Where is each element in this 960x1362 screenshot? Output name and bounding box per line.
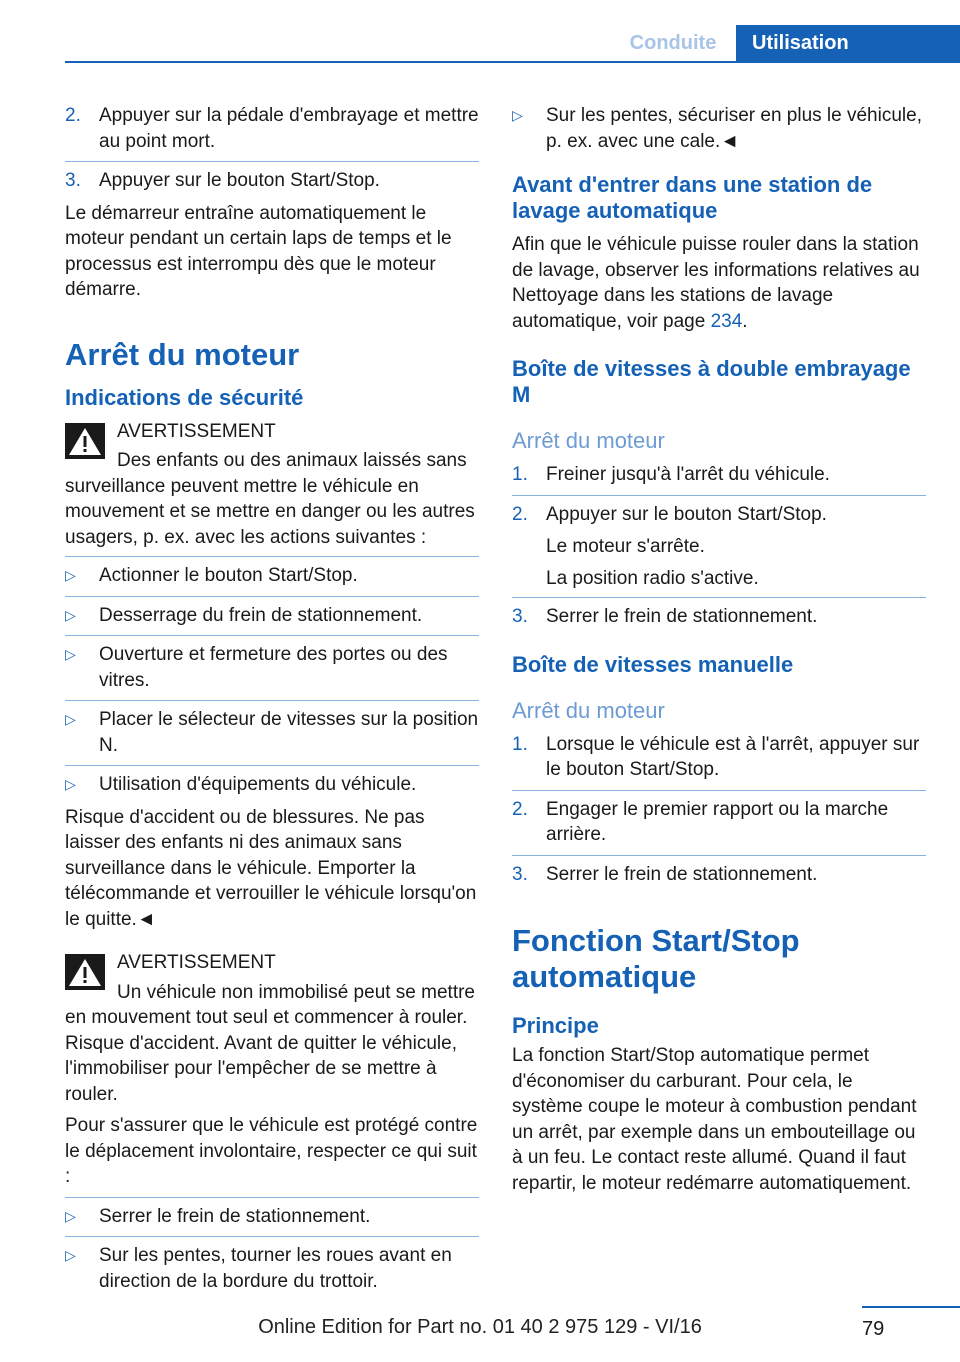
divider xyxy=(512,790,926,791)
tab-utilisation[interactable]: Utilisation xyxy=(736,25,960,62)
divider xyxy=(65,700,479,701)
step-item xyxy=(512,604,926,630)
list-item-text: Serrer le frein de stationnement. xyxy=(99,1205,371,1227)
warning-triangle-icon xyxy=(65,423,105,459)
list-item-text: Sur les pentes, sécuriser en plus le véhicule, p. ex. avec une cale.◄ xyxy=(546,105,922,152)
subsubsection-title: Arrêt du moteur xyxy=(512,428,665,453)
step-continuation: Le moteur s'arrête. xyxy=(546,536,705,557)
step-number: 1. xyxy=(512,464,528,485)
divider xyxy=(65,596,479,597)
warning-block xyxy=(65,950,479,1107)
list-item xyxy=(65,772,479,798)
warning-block xyxy=(65,419,479,551)
subsection-title: Boîte de vitesses à double embrayage M xyxy=(512,356,911,407)
step-text: Engager le premier rapport ou la marche arrière. xyxy=(546,798,889,845)
step-number: 2. xyxy=(512,798,528,820)
step-text: Appuyer sur le bouton Start/Stop. xyxy=(99,170,380,191)
step-item xyxy=(65,168,479,194)
right-column xyxy=(512,103,926,1203)
page-number: 79 xyxy=(862,1318,885,1340)
list-item-text: Placer le sélecteur de vitesses sur la position N. xyxy=(99,709,479,756)
step-text: Serrer le frein de stationnement. xyxy=(546,863,818,885)
subsection-title: Boîte de vitesses manuelle xyxy=(512,651,794,677)
paragraph-end: . xyxy=(742,310,748,332)
divider xyxy=(512,597,926,598)
step-item xyxy=(512,462,926,488)
divider xyxy=(65,765,479,766)
warning-title: AVERTISSEMENT xyxy=(117,952,276,973)
paragraph xyxy=(512,232,926,334)
step-text: Freiner jusqu'à l'arrêt du véhicule. xyxy=(546,464,830,485)
list-item-text: Utilisation d'équipements du véhicule. xyxy=(99,774,417,795)
triangle-right-icon: ▷ xyxy=(65,1207,76,1224)
list-item-text: Ouverture et fermeture des portes ou des vitres. xyxy=(99,644,448,691)
page-number-rule xyxy=(862,1306,960,1308)
bullet-list xyxy=(65,1197,479,1295)
step-item xyxy=(512,502,926,528)
paragraph: Pour s'assurer que le véhicule est protégé contre le déplacement involontaire, respecter ce qui suit : xyxy=(65,1115,478,1187)
triangle-right-icon: ▷ xyxy=(65,646,76,662)
warning-title: AVERTISSEMENT xyxy=(117,420,276,442)
step-number: 3. xyxy=(512,863,528,885)
list-item xyxy=(65,642,479,693)
step-item xyxy=(512,797,926,848)
divider xyxy=(65,556,479,557)
paragraph: La fonction Start/Stop automatique permet d'économiser du carburant. Pour cela, le système coupe le moteur à combustion pendant un arrêt, par exemple dans un embouteillage ou à un feu. Le contact reste allumé. Quand il faut repartir, le moteur redémarre automatiquement. xyxy=(512,1045,917,1194)
list-item-text: Desserrage du frein de stationnement. xyxy=(99,604,423,626)
list-item xyxy=(65,1204,479,1230)
page-link[interactable]: 234 xyxy=(710,310,743,332)
step-number: 3. xyxy=(65,170,81,191)
list-item xyxy=(512,103,926,154)
divider xyxy=(65,635,479,636)
step-number: 2. xyxy=(512,503,528,525)
step-item xyxy=(65,103,479,154)
divider xyxy=(512,495,926,496)
list-item-text: Actionner le bouton Start/Stop. xyxy=(99,565,358,586)
tab-conduite[interactable]: Conduite xyxy=(610,25,736,62)
step-item xyxy=(512,732,926,783)
triangle-right-icon: ▷ xyxy=(65,1247,76,1263)
triangle-right-icon: ▷ xyxy=(65,606,76,623)
divider xyxy=(65,1236,479,1237)
paragraph: Le démarreur entraîne automatiquement le moteur pendant un certain laps de temps et le processus est interrompu dès que le moteur démarre. xyxy=(65,202,452,300)
step-continuation: La position radio s'active. xyxy=(546,567,759,589)
divider xyxy=(65,161,479,162)
step-number: 1. xyxy=(512,733,528,755)
step-text: Appuyer sur le bouton Start/Stop. xyxy=(546,503,827,525)
warning-triangle-icon xyxy=(65,954,105,990)
section-title: Arrêt du moteur xyxy=(65,336,300,372)
section-title: Fonction Start/Stop automatique xyxy=(512,923,800,994)
divider xyxy=(512,855,926,856)
list-item xyxy=(65,603,479,629)
footer-edition: Online Edition for Part no. 01 40 2 975 129 - VI/16 xyxy=(258,1316,702,1338)
list-item xyxy=(65,1243,479,1294)
step-number: 3. xyxy=(512,606,528,627)
step-number: 2. xyxy=(65,105,81,126)
warning-text: Des enfants ou des animaux laissés sans surveillance peuvent mettre le véhicule en mouvement et se mettre en danger ou les autres usagers, p. ex. avec les actions suivantes : xyxy=(65,450,475,548)
subsubsection-title: Arrêt du moteur xyxy=(512,697,665,723)
step-text: Serrer le frein de stationnement. xyxy=(546,606,818,627)
header-rule xyxy=(65,61,960,63)
triangle-right-icon: ▷ xyxy=(65,776,76,792)
divider xyxy=(65,1197,479,1198)
bullet-list xyxy=(65,556,479,798)
warning-text: Un véhicule non immobilisé peut se mettre en mouvement tout seul et commencer à rouler. Risque d'accident. Avant de quitter le véhicule, l'immobiliser pour l'empêcher de se mettre à rouler. xyxy=(65,981,476,1105)
triangle-right-icon: ▷ xyxy=(65,711,76,727)
step-text: Lorsque le véhicule est à l'arrêt, appuyer sur le bouton Start/Stop. xyxy=(546,733,920,780)
paragraph-text: Afin que le véhicule puisse rouler dans la station de lavage, observer les informations relatives au Nettoyage dans les stations de lavage automatique, voir page xyxy=(512,234,920,332)
list-item xyxy=(65,563,479,589)
list-item xyxy=(65,707,479,758)
step-item xyxy=(512,862,926,888)
step-text: Appuyer sur la pédale d'embrayage et mettre au point mort. xyxy=(99,105,479,152)
subsection-title: Indications de sécurité xyxy=(65,384,304,410)
triangle-right-icon: ▷ xyxy=(512,107,523,123)
paragraph: Risque d'accident ou de blessures. Ne pas laisser des enfants ni des animaux sans surveillance dans le véhicule. Emporter la télécommande et verrouiller le véhicule lorsqu'on le quitte.◄ xyxy=(65,806,477,930)
list-item-text: Sur les pentes, tourner les roues avant en direction de la bordure du trottoir. xyxy=(99,1245,452,1292)
subsection-title: Principe xyxy=(512,1013,599,1038)
triangle-right-icon: ▷ xyxy=(65,567,76,583)
subsection-title: Avant d'entrer dans une station de lavage automatique xyxy=(512,172,873,223)
left-column xyxy=(65,103,479,1301)
